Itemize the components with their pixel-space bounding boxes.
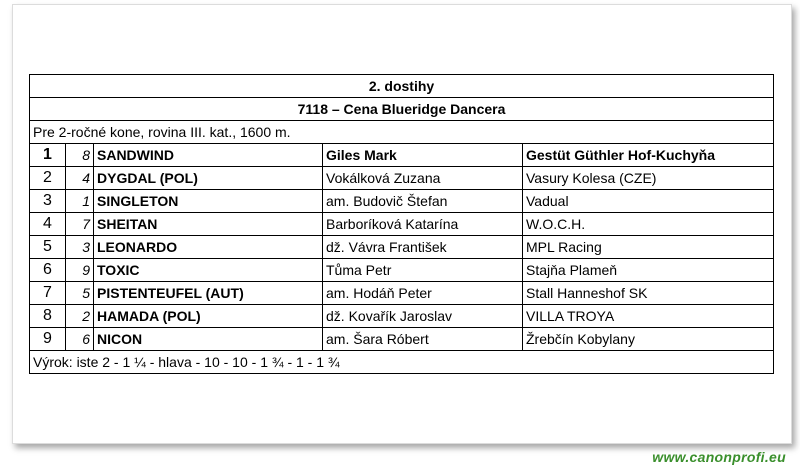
table-row bbox=[30, 305, 774, 328]
place-cell: 2 bbox=[30, 167, 66, 190]
place-cell: 8 bbox=[30, 305, 66, 328]
start-number-cell: 6 bbox=[66, 328, 94, 351]
owner-cell: VILLA TROYA bbox=[523, 305, 774, 328]
table-row bbox=[30, 213, 774, 236]
place-cell: 1 bbox=[30, 144, 66, 167]
horse-cell: TOXIC bbox=[94, 259, 323, 282]
owner-cell: W.O.C.H. bbox=[523, 213, 774, 236]
race-name: 7118 – Cena Blueridge Dancera bbox=[30, 98, 774, 121]
jockey-cell: Barboríková Katarína bbox=[323, 213, 523, 236]
table-row bbox=[30, 282, 774, 305]
start-number-cell: 3 bbox=[66, 236, 94, 259]
horse-cell: SANDWIND bbox=[94, 144, 323, 167]
place-cell: 4 bbox=[30, 213, 66, 236]
table-row bbox=[30, 236, 774, 259]
place-cell: 6 bbox=[30, 259, 66, 282]
owner-cell: MPL Racing bbox=[523, 236, 774, 259]
owner-cell: Vasury Kolesa (CZE) bbox=[523, 167, 774, 190]
start-number-cell: 9 bbox=[66, 259, 94, 282]
jockey-cell: Giles Mark bbox=[323, 144, 523, 167]
owner-cell: Stajňa Plameň bbox=[523, 259, 774, 282]
table-row bbox=[30, 259, 774, 282]
place-cell: 9 bbox=[30, 328, 66, 351]
jockey-cell: am. Hodáň Peter bbox=[323, 282, 523, 305]
race-conditions: Pre 2-ročné kone, rovina III. kat., 1600 m. bbox=[30, 121, 774, 144]
owner-cell: Vadual bbox=[523, 190, 774, 213]
table-row bbox=[30, 190, 774, 213]
race-results-table bbox=[29, 74, 774, 374]
document-page bbox=[12, 4, 792, 444]
race-title-row bbox=[30, 75, 774, 98]
race-verdict: Výrok: iste 2 - 1 ¼ - hlava - 10 - 10 - 1 ¾ - 1 - 1 ¾ bbox=[30, 351, 774, 374]
start-number-cell: 2 bbox=[66, 305, 94, 328]
horse-cell: SINGLETON bbox=[94, 190, 323, 213]
horse-cell: SHEITAN bbox=[94, 213, 323, 236]
jockey-cell: am. Budovič Štefan bbox=[323, 190, 523, 213]
start-number-cell: 8 bbox=[66, 144, 94, 167]
place-cell: 3 bbox=[30, 190, 66, 213]
race-title: 2. dostihy bbox=[30, 75, 774, 98]
race-conditions-row bbox=[30, 121, 774, 144]
horse-cell: LEONARDO bbox=[94, 236, 323, 259]
table-row bbox=[30, 144, 774, 167]
horse-cell: HAMADA (POL) bbox=[94, 305, 323, 328]
start-number-cell: 7 bbox=[66, 213, 94, 236]
place-cell: 5 bbox=[30, 236, 66, 259]
jockey-cell: Vokálková Zuzana bbox=[323, 167, 523, 190]
place-cell: 7 bbox=[30, 282, 66, 305]
horse-cell: DYGDAL (POL) bbox=[94, 167, 323, 190]
table-row bbox=[30, 167, 774, 190]
jockey-cell: dž. Kovařík Jaroslav bbox=[323, 305, 523, 328]
owner-cell: Gestüt Güthler Hof-Kuchyňa bbox=[523, 144, 774, 167]
start-number-cell: 4 bbox=[66, 167, 94, 190]
owner-cell: Žrebčín Kobylany bbox=[523, 328, 774, 351]
table-row bbox=[30, 328, 774, 351]
race-name-row bbox=[30, 98, 774, 121]
start-number-cell: 5 bbox=[66, 282, 94, 305]
jockey-cell: am. Šara Róbert bbox=[323, 328, 523, 351]
start-number-cell: 1 bbox=[66, 190, 94, 213]
jockey-cell: Tůma Petr bbox=[323, 259, 523, 282]
jockey-cell: dž. Vávra František bbox=[323, 236, 523, 259]
race-verdict-row bbox=[30, 351, 774, 374]
horse-cell: NICON bbox=[94, 328, 323, 351]
watermark: www.canonprofi.eu bbox=[652, 449, 786, 465]
horse-cell: PISTENTEUFEL (AUT) bbox=[94, 282, 323, 305]
owner-cell: Stall Hanneshof SK bbox=[523, 282, 774, 305]
